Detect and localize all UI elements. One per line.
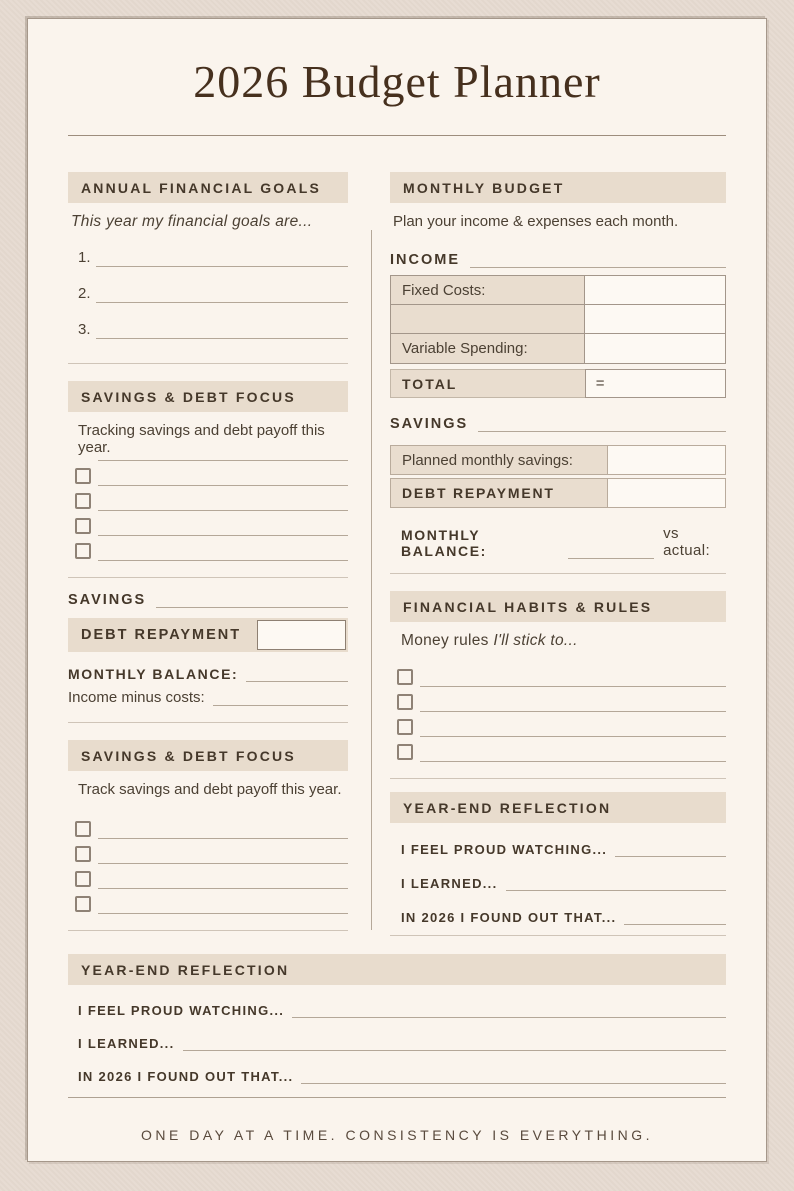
footer-quote: ONE DAY AT A TIME. CONSISTENCY IS EVERYTHING. <box>140 1127 653 1143</box>
blank-input-cell[interactable] <box>585 305 725 333</box>
debt-repayment-label: DEBT REPAYMENT <box>81 627 242 643</box>
reflection-prompt: I FEEL PROUD WATCHING... <box>78 1003 285 1018</box>
savings-writing-line[interactable] <box>156 607 348 608</box>
vs-actual-label: vs actual: <box>663 525 711 559</box>
checklist-row <box>390 712 726 737</box>
savings-debt-focus-1-header: SAVINGS & DEBT FOCUS <box>68 381 348 412</box>
savings-label: SAVINGS <box>68 592 147 608</box>
checklist-row <box>68 839 348 864</box>
section-divider <box>68 577 348 578</box>
fixed-costs-input-cell[interactable] <box>585 276 725 304</box>
total-label: TOTAL <box>402 375 458 392</box>
left-column <box>68 172 348 936</box>
reflection-writing-line[interactable] <box>301 1083 726 1084</box>
debt-repayment-input-box[interactable] <box>257 620 346 650</box>
savings-debt-checklist-2 <box>68 814 348 914</box>
table-row <box>391 334 725 363</box>
goal-3-writing-line[interactable] <box>96 338 348 339</box>
habits-prompt <box>401 632 726 650</box>
income-minus-costs-row <box>68 682 348 706</box>
goal-2-writing-line[interactable] <box>96 302 348 303</box>
reflection-row <box>390 823 726 857</box>
checklist-row <box>390 662 726 687</box>
two-column-layout <box>68 172 726 936</box>
checklist-writing-line[interactable] <box>98 510 348 511</box>
reflection-prompt: I FEEL PROUD WATCHING... <box>401 842 608 857</box>
checklist-row <box>390 737 726 762</box>
checkbox[interactable] <box>75 493 91 509</box>
checklist-row <box>68 864 348 889</box>
debt-repayment-bar <box>68 618 348 652</box>
blank-label-cell[interactable] <box>391 305 585 333</box>
checklist-writing-line[interactable] <box>98 888 348 889</box>
bottom-reflection-section <box>68 954 726 1084</box>
checklist-writing-line[interactable] <box>420 736 726 737</box>
goal-1-writing-line[interactable] <box>96 266 348 267</box>
reflection-prompt: I LEARNED... <box>78 1036 175 1051</box>
goal-row-2 <box>68 267 348 303</box>
debt-repayment-label: DEBT REPAYMENT <box>391 479 608 507</box>
checkbox[interactable] <box>75 846 91 862</box>
monthly-balance-label: MONTHLY BALANCE: <box>401 527 487 559</box>
habits-checklist <box>390 662 726 762</box>
monthly-balance-writing-line[interactable] <box>568 558 654 559</box>
checklist-row <box>68 461 348 486</box>
income-minus-costs-writing-line[interactable] <box>213 705 348 706</box>
section-divider <box>390 778 726 779</box>
section-divider <box>390 573 726 574</box>
checkbox[interactable] <box>397 669 413 685</box>
year-end-reflection-header-bottom: YEAR-END REFLECTION <box>68 954 726 985</box>
reflection-writing-line[interactable] <box>624 924 726 925</box>
habits-prompt-plain: Money rules <box>401 632 494 649</box>
section-divider <box>68 930 348 931</box>
planner-card <box>27 18 767 1162</box>
income-minus-costs-label: Income minus costs: <box>68 689 205 706</box>
goal-row-3 <box>68 303 348 339</box>
reflection-row <box>68 1018 726 1051</box>
savings-label: SAVINGS <box>390 416 469 432</box>
section-divider <box>390 935 726 936</box>
habits-prompt-italic: I'll stick to... <box>493 632 578 649</box>
year-end-reflection-header-right: YEAR-END REFLECTION <box>390 792 726 823</box>
reflection-writing-line[interactable] <box>292 1017 726 1018</box>
monthly-balance-row <box>68 666 348 682</box>
checkbox[interactable] <box>397 694 413 710</box>
page-title: 2026 Budget Planner <box>193 56 601 107</box>
column-divider <box>371 230 372 930</box>
income-row <box>390 252 726 268</box>
footer-divider <box>68 1097 726 1098</box>
checklist-row <box>68 536 348 561</box>
section-divider <box>68 363 348 364</box>
fixed-costs-label: Fixed Costs: <box>391 276 585 304</box>
checkbox[interactable] <box>75 871 91 887</box>
savings-row <box>68 592 348 608</box>
checkbox[interactable] <box>75 821 91 837</box>
reflection-row <box>68 985 726 1018</box>
reflection-writing-line[interactable] <box>506 890 727 891</box>
reflection-prompt: I LEARNED... <box>401 876 498 891</box>
title-divider <box>68 135 726 136</box>
income-writing-line[interactable] <box>470 267 726 268</box>
checklist-writing-line[interactable] <box>420 761 726 762</box>
goal-number: 2. <box>78 285 91 302</box>
checklist-writing-line[interactable] <box>420 711 726 712</box>
planned-savings-box[interactable] <box>390 445 726 475</box>
table-row <box>391 276 725 305</box>
checklist-writing-line[interactable] <box>98 535 348 536</box>
variable-spending-label: Variable Spending: <box>391 334 585 363</box>
checklist-row <box>68 889 348 914</box>
savings-debt-focus-2-subtitle: Track savings and debt payoff this year. <box>78 781 342 798</box>
income-label: INCOME <box>390 252 460 268</box>
section-divider <box>68 722 348 723</box>
savings-debt-checklist-1 <box>68 455 348 561</box>
reflection-prompt: IN 2026 I FOUND OUT THAT... <box>401 910 617 925</box>
savings-debt-focus-2-header: SAVINGS & DEBT FOCUS <box>68 740 348 771</box>
debt-repayment-box[interactable] <box>390 478 726 508</box>
total-input-cell[interactable] <box>585 369 726 398</box>
checklist-writing-line[interactable] <box>98 838 348 839</box>
checklist-writing-line[interactable] <box>98 863 348 864</box>
reflection-writing-line[interactable] <box>615 856 726 857</box>
checklist-writing-line[interactable] <box>98 485 348 486</box>
checkbox[interactable] <box>397 719 413 735</box>
monthly-balance-writing-line[interactable] <box>246 681 348 682</box>
annual-goals-header: ANNUAL FINANCIAL GOALS <box>68 172 348 203</box>
checkbox[interactable] <box>75 543 91 559</box>
monthly-balance-row-right <box>390 525 726 559</box>
budget-table <box>390 275 726 364</box>
variable-spending-input-cell[interactable] <box>585 334 725 363</box>
planned-savings-label: Planned monthly savings: <box>391 446 608 474</box>
goal-row-1 <box>68 231 348 267</box>
reflection-row <box>390 891 726 925</box>
checklist-writing-line[interactable] <box>98 560 348 561</box>
checklist-row <box>68 511 348 536</box>
goal-number: 1. <box>78 249 91 266</box>
reflection-row <box>390 857 726 891</box>
monthly-balance-label: MONTHLY BALANCE: <box>68 666 239 682</box>
checkbox[interactable] <box>75 518 91 534</box>
financial-habits-header: FINANCIAL HABITS & RULES <box>390 591 726 622</box>
total-row <box>390 369 726 398</box>
reflection-row <box>68 1051 726 1084</box>
reflection-prompt: IN 2026 I FOUND OUT THAT... <box>78 1069 294 1084</box>
checkbox[interactable] <box>75 896 91 912</box>
checklist-writing-line[interactable] <box>420 686 726 687</box>
savings-writing-line[interactable] <box>478 431 726 432</box>
reflection-writing-line[interactable] <box>183 1050 727 1051</box>
checklist-writing-line[interactable] <box>98 913 348 914</box>
right-column <box>390 172 726 936</box>
checkbox[interactable] <box>75 468 91 484</box>
annual-goals-prompt: This year my financial goals are... <box>71 213 313 230</box>
table-row <box>391 305 725 334</box>
monthly-budget-header: MONTHLY BUDGET <box>390 172 726 203</box>
checklist-row <box>68 814 348 839</box>
goal-number: 3. <box>78 321 91 338</box>
savings-debt-focus-1-subtitle: Tracking savings and debt payoff this year. <box>78 422 325 456</box>
checklist-row <box>68 486 348 511</box>
savings-row-right <box>390 416 726 432</box>
checklist-row <box>390 687 726 712</box>
checkbox[interactable] <box>397 744 413 760</box>
monthly-budget-subtitle: Plan your income & expenses each month. <box>393 213 679 230</box>
equals-sign: = <box>595 375 605 392</box>
